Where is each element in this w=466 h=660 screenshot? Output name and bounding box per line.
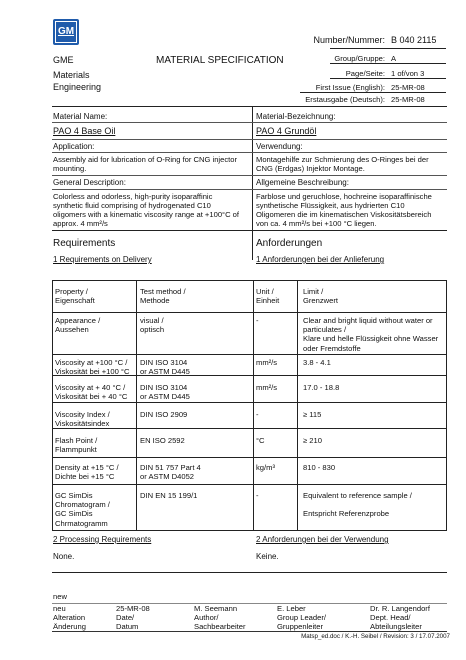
table-row-appearance-limit (303, 316, 438, 353)
application-text-de-line: Montagehilfe zur Schmierung des O-Ringes bei der (256, 155, 429, 164)
footer-line: M. Seemann (194, 604, 238, 613)
table-row-border (52, 457, 447, 458)
group-label: Group/Gruppe: (334, 54, 385, 63)
table-col-border (297, 280, 298, 531)
org-line-1: GME (53, 55, 74, 65)
table-row-border (52, 402, 447, 403)
page-value: 1 of/von 3 (391, 69, 425, 78)
application-text-en-line: Assembly aid for lubrication of O-Ring for CNG injector (53, 155, 238, 164)
material-name-en: PAO 4 Base Oil (53, 126, 116, 136)
cell-line: Appearance / (55, 316, 101, 325)
general-text-de-line: Farblose und geruchlose, hochreine isoparaffinische (256, 192, 432, 201)
material-name-label-de: Material-Bezeichnung: (256, 112, 336, 121)
header-rule-4 (300, 92, 446, 93)
table-row-flash-point-method: EN ISO 2592 (140, 436, 185, 445)
table-header-unit (256, 287, 279, 305)
cell-line: or ASTM D4052 (140, 472, 195, 482)
footer-new: new (53, 592, 67, 601)
footer-col-dept-head (370, 604, 430, 631)
footer-line: Änderung (53, 622, 86, 631)
footer-line: Sachbearbeiter (194, 622, 246, 631)
header-line: Eigenschaft (55, 296, 95, 306)
table-row-viscosity40-unit: mm²/s (256, 383, 278, 392)
info-rule-3 (52, 152, 447, 153)
table-row-viscosity100-unit: mm²/s (256, 358, 278, 367)
table-row-border (52, 484, 447, 485)
application-label-en: Application: (53, 142, 95, 151)
table-row-gc-simdis-property (55, 491, 110, 528)
requirements-sub-de: 1 Anforderungen bei der Anlieferung (256, 255, 385, 264)
erstausgabe-value: 25-MR-08 (391, 95, 425, 104)
processing-text-de: Keine. (256, 552, 279, 561)
footer-line: neu (53, 604, 66, 613)
requirements-heading-en: Requirements (53, 238, 116, 249)
cell-line: DIN 51 757 Part 4 (140, 463, 201, 472)
footer-line: Group Leader/ (277, 613, 326, 622)
processing-heading-de: 2 Anforderungen bei der Verwendung (256, 535, 389, 544)
footer-line: Abteilungsleiter (370, 622, 422, 631)
application-text-de (256, 155, 429, 173)
cell-line: GC SimDis (55, 491, 93, 500)
application-text-en-line: mounting. (53, 164, 87, 173)
cell-line: or ASTM D445 (140, 392, 190, 402)
cell-line (303, 500, 412, 509)
first-issue-value: 25-MR-08 (391, 83, 425, 92)
cell-line: Viskosität bei + 40 °C (55, 392, 128, 402)
table-row-viscosity-index-property (55, 410, 110, 428)
application-label-de: Verwendung: (256, 142, 303, 151)
header-line: Unit / (256, 287, 274, 296)
table-row-gc-simdis-unit: - (256, 491, 259, 500)
info-rule-4 (52, 175, 447, 176)
material-name-de: PAO 4 Grundöl (256, 126, 317, 136)
table-row-density-unit: kg/m³ (256, 463, 275, 472)
table-row-border (52, 428, 447, 429)
group-value: A (391, 54, 397, 63)
table-row-viscosity-index-method: DIN ISO 2909 (140, 410, 188, 419)
cell-line: Dichte bei +15 °C (55, 472, 115, 482)
footer-line: 25-MR-08 (116, 604, 150, 613)
header-line: Limit / (303, 287, 324, 296)
general-text-de-line: Oligomeren die im kinematischen Viskositätsbereich (256, 210, 432, 219)
cell-line: Equivalent to reference sample / (303, 491, 412, 500)
general-text-en (53, 192, 239, 228)
table-row-border (52, 354, 447, 355)
processing-text-en: None. (53, 552, 75, 561)
footer-col-date (116, 604, 150, 631)
application-text-de-line: CNG (Erdgas) Injektor Montage. (256, 164, 365, 173)
doc-title: MATERIAL SPECIFICATION (156, 55, 284, 66)
cell-line: visual / (140, 316, 164, 325)
cell-line: Viscosity Index / (55, 410, 110, 419)
processing-heading-en: 2 Processing Requirements (53, 535, 152, 544)
table-row-border (52, 312, 447, 313)
footer-bottom-rule (52, 631, 447, 632)
table-row-flash-point-property (55, 436, 97, 454)
header-line: Einheit (256, 296, 280, 306)
cell-line: GC SimDis (55, 509, 93, 519)
gm-logo (53, 19, 79, 45)
info-bottom-rule (52, 230, 447, 231)
cell-line: Klare und helle Flüssigkeit ohne Wasser (303, 334, 439, 344)
general-text-de (256, 192, 432, 228)
info-column-divider (252, 106, 253, 260)
header-line: Property / (55, 287, 88, 296)
material-name-label-en: Material Name: (53, 112, 108, 121)
table-col-border (253, 280, 254, 531)
footer-line: Author/ (194, 613, 219, 622)
header-divider (52, 106, 447, 107)
table-row-viscosity40-limit: 17.0 - 18.8 (303, 383, 340, 392)
footer-line: Gruppenleiter (277, 622, 324, 631)
first-issue-label: First Issue (English): (315, 83, 385, 92)
cell-line: Flammpunkt (55, 445, 97, 455)
table-row-viscosity100-limit: 3.8 - 4.1 (303, 358, 331, 367)
gm-logo-text: GM (57, 26, 75, 37)
header-rule-3 (330, 78, 446, 79)
application-text-en (53, 155, 237, 173)
gm-logo-frame (55, 21, 77, 43)
table-row-flash-point-unit: °C (256, 436, 265, 445)
general-label-en: General Description: (53, 178, 126, 187)
footer-line: Alteration (53, 613, 86, 622)
table-col-border (446, 280, 447, 531)
info-rule-1 (52, 122, 447, 123)
cell-line: Chrmatogramm (55, 518, 108, 528)
table-row-viscosity-index-limit: ≥ 115 (303, 410, 322, 419)
cell-line: Aussehen (55, 325, 89, 335)
table-row-viscosity40-property (55, 383, 127, 401)
general-text-en-line: oligomers with a kinematic viscosity range at +100°C of (53, 210, 240, 219)
cell-line: optisch (140, 325, 165, 335)
info-rule-5 (52, 189, 447, 190)
requirements-sub-en: 1 Requirements on Delivery (53, 255, 152, 264)
table-header-limit (303, 287, 338, 305)
footer-col-alteration (53, 604, 86, 631)
table-top-border (52, 280, 447, 281)
page-label: Page/Seite: (345, 69, 385, 78)
number-value: B 040 2115 (391, 35, 437, 45)
cell-line: Viscosity at +100 °C / (55, 358, 128, 367)
table-row-viscosity40-method (140, 383, 190, 401)
table-row-appearance-unit: - (256, 316, 259, 325)
cell-line: Viskositätsindex (55, 419, 110, 429)
table-row-density-property (55, 463, 119, 481)
requirements-heading-de: Anforderungen (256, 238, 323, 249)
table-row-density-limit: 810 - 830 (303, 463, 336, 472)
general-text-en-line: Colorless and odorless, high-purity isoparaffinic (53, 192, 213, 201)
cell-line: Density at +15 °C / (55, 463, 119, 472)
general-text-en-line: approx. 4 mm²/s (53, 219, 108, 228)
cell-line: Entspricht Referenzprobe (303, 509, 390, 519)
table-row-gc-simdis-limit (303, 491, 412, 518)
general-text-en-line: synthetic fluid comprising of hydrogenated C10 (53, 201, 211, 210)
table-row-density-method (140, 463, 201, 481)
cell-line: or ASTM D445 (140, 367, 190, 377)
table-col-border (52, 280, 53, 531)
erstausgabe-label: Erstausgabe (Deutsch): (305, 95, 385, 104)
table-row-appearance-property (55, 316, 100, 334)
table-bottom-border (52, 530, 447, 531)
general-text-de-line: synthetische Flüssigkeit, aus hydrierten C10 (256, 201, 405, 210)
footer-line: Date/ (116, 613, 135, 622)
cell-line: DIN ISO 3104 (140, 383, 188, 392)
cell-line: oder Fremdstoffe (303, 343, 361, 353)
info-rule-2 (52, 139, 447, 140)
cell-line: particulates / (303, 325, 347, 335)
table-header-property (55, 287, 95, 305)
general-label-de: Allgemeine Beschreibung: (256, 178, 349, 187)
footer-top-rule (52, 572, 447, 573)
org-line-3: Engineering (53, 82, 102, 92)
header-rule-2 (330, 63, 446, 64)
header-line: Methode (140, 296, 170, 306)
footer-line: Datum (116, 622, 139, 631)
footer-line: Dr. R. Langendorf (370, 604, 430, 613)
org-line-2: Materials (53, 70, 90, 80)
table-row-viscosity100-property (55, 358, 129, 376)
footer-line: Dept. Head/ (370, 613, 411, 622)
footer-line: E. Leber (277, 604, 306, 613)
general-text-de-line: von ca. 4 mm²/s bei +100 °C liegen. (256, 219, 377, 228)
cell-line: Viscosity at + 40 °C / (55, 383, 126, 392)
cell-line: Chromatogram / (55, 500, 110, 510)
table-row-viscosity100-method (140, 358, 190, 376)
revision-note: Matsp_ed.doc / K.-H. Seibel / Revision: 3 / 17.07.2007 (301, 633, 450, 640)
table-header-method (140, 287, 186, 305)
footer-col-group-leader (277, 604, 326, 631)
header-line: Test method / (140, 287, 186, 296)
cell-line: Clear and bright liquid without water or (303, 316, 433, 325)
cell-line: Viskosität bei +100 °C (55, 367, 130, 377)
table-row-flash-point-limit: ≥ 210 (303, 436, 322, 445)
header-line: Grenzwert (303, 296, 339, 306)
table-col-border (136, 280, 137, 531)
footer-col-author (194, 604, 246, 631)
table-row-viscosity-index-unit: - (256, 410, 259, 419)
table-row-appearance-method (140, 316, 164, 334)
cell-line: DIN ISO 3104 (140, 358, 188, 367)
table-row-gc-simdis-method: DIN EN 15 199/1 (140, 491, 198, 500)
cell-line: Flash Point / (55, 436, 98, 445)
header-rule-1 (330, 48, 446, 49)
number-label: Number/Nummer: (313, 35, 385, 45)
